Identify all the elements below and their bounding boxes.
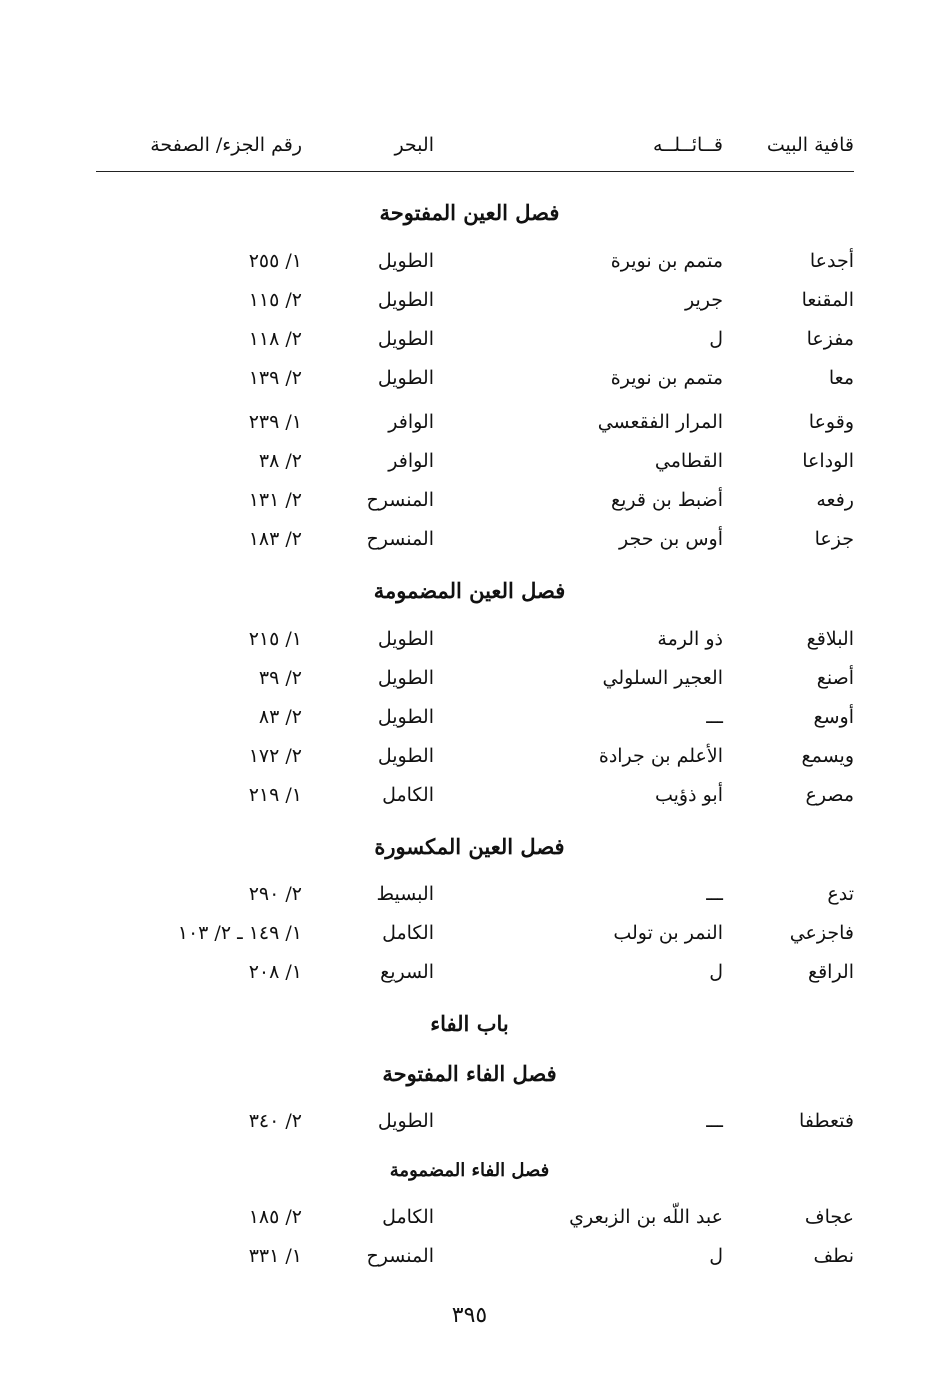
rhyme-cell: فتعطفا <box>799 1110 854 1132</box>
meter-cell: الكامل <box>382 1206 434 1228</box>
table-row <box>0 745 939 777</box>
poet-cell: القطامي <box>654 450 723 472</box>
rhyme-cell: معا <box>828 367 854 389</box>
poet-cell: متمم بن نويرة <box>610 250 723 272</box>
ref-cell: ٢/ ٣٩ <box>258 667 302 689</box>
page-number: ٣٩٥ <box>451 1303 488 1328</box>
ref-cell: ١/ ١٤٩ ـ ٢/ ١٠٣ <box>177 922 302 944</box>
rhyme-cell: أجدعا <box>809 250 854 272</box>
header-meter: البحر <box>394 134 434 156</box>
meter-cell: الوافر <box>388 411 434 433</box>
table-row <box>0 411 939 443</box>
table-row <box>0 667 939 699</box>
table-row <box>0 883 939 915</box>
ref-cell: ١/ ٢٥٥ <box>248 250 302 272</box>
meter-cell: الطويل <box>377 745 434 767</box>
section-title: فصل العين المكسورة <box>374 834 565 859</box>
rhyme-cell: مصرع <box>805 784 854 806</box>
rhyme-cell: مفزعا <box>806 328 854 350</box>
rhyme-cell: فاجزعي <box>789 922 854 944</box>
poet-cell: أبو ذؤيب <box>654 784 723 806</box>
table-row <box>0 1206 939 1238</box>
ref-cell: ٢/ ٢٩٠ <box>248 883 302 905</box>
meter-cell: البسيط <box>376 883 434 905</box>
poet-cell: ل <box>709 961 723 983</box>
header-rhyme: قافية البيت <box>766 134 854 156</box>
ref-cell: ٢/ ١١٥ <box>248 289 302 311</box>
ref-cell: ٢/ ٣٤٠ <box>248 1110 302 1132</box>
rhyme-cell: وقوعا <box>808 411 854 433</box>
section-title: فصل الفاء المفتوحة <box>382 1061 557 1086</box>
rhyme-cell: نطف <box>813 1245 854 1267</box>
table-row <box>0 784 939 816</box>
poet-cell: جرير <box>685 289 723 311</box>
ref-cell: ٢/ ٣٨ <box>258 450 302 472</box>
table-row <box>0 1245 939 1277</box>
table-row <box>0 328 939 360</box>
meter-cell: السريع <box>380 961 434 983</box>
poet-cell: أضبط بن قريع <box>611 489 723 511</box>
meter-cell: الطويل <box>377 706 434 728</box>
rhyme-cell: رفعه <box>816 489 854 511</box>
meter-cell: الطويل <box>377 289 434 311</box>
meter-cell: الطويل <box>377 628 434 650</box>
table-row <box>0 628 939 660</box>
section-title: فصل العين المضمومة <box>373 578 566 603</box>
table-row <box>0 706 939 738</box>
poet-cell: ـــ <box>706 706 723 728</box>
chapter-title: باب الفاء <box>430 1011 509 1036</box>
meter-cell: الوافر <box>388 450 434 472</box>
rhyme-cell: جزعا <box>814 528 854 550</box>
table-row <box>0 367 939 399</box>
meter-cell: المنسرح <box>366 489 434 511</box>
ref-cell: ١/ ٢٠٨ <box>248 961 302 983</box>
ref-cell: ١/ ٢١٥ <box>248 628 302 650</box>
ref-cell: ٢/ ١٧٢ <box>248 745 302 767</box>
table-row <box>0 1110 939 1142</box>
poet-cell: ذو الرمة <box>657 628 723 650</box>
table-row <box>0 489 939 521</box>
table-row <box>0 450 939 482</box>
poet-cell: ل <box>709 328 723 350</box>
table-row <box>0 528 939 560</box>
ref-cell: ١/ ٢١٩ <box>248 784 302 806</box>
rhyme-cell: تدع <box>827 883 854 905</box>
rhyme-cell: البلاقع <box>806 628 854 650</box>
rhyme-cell: أصنع <box>816 667 854 689</box>
poet-cell: عبد اللّه بن الزبعري <box>569 1206 723 1228</box>
table-row <box>0 922 939 954</box>
table-row <box>0 961 939 993</box>
table-row <box>0 289 939 321</box>
ref-cell: ٢/ ٨٣ <box>258 706 302 728</box>
ref-cell: ٢/ ١٨٥ <box>248 1206 302 1228</box>
meter-cell: الطويل <box>377 250 434 272</box>
poet-cell: متمم بن نويرة <box>610 367 723 389</box>
rhyme-cell: الراقع <box>807 961 854 983</box>
ref-cell: ٢/ ١٣٩ <box>248 367 302 389</box>
rhyme-cell: ويسمع <box>801 745 854 767</box>
table-row <box>0 250 939 282</box>
ref-cell: ٢/ ١٣١ <box>248 489 302 511</box>
poet-cell: ـــ <box>706 1110 723 1132</box>
meter-cell: الطويل <box>377 328 434 350</box>
ref-cell: ١/ ٣٣١ <box>248 1245 302 1267</box>
rhyme-cell: أوسع <box>813 706 854 728</box>
ref-cell: ٢/ ١٨٣ <box>248 528 302 550</box>
poet-cell: ـــ <box>706 883 723 905</box>
poet-cell: المرار الفقعسي <box>597 411 723 433</box>
poet-cell: ل <box>709 1245 723 1267</box>
rhyme-cell: الوداعا <box>802 450 854 472</box>
rhyme-cell: المقنعا <box>801 289 854 311</box>
section-title: فصل الفاء المضمومة <box>389 1160 550 1181</box>
poet-cell: الأعلم بن جرادة <box>598 745 723 767</box>
meter-cell: الكامل <box>382 784 434 806</box>
meter-cell: الطويل <box>377 667 434 689</box>
meter-cell: المنسرح <box>366 528 434 550</box>
ref-cell: ٢/ ١١٨ <box>248 328 302 350</box>
section-title: فصل العين المفتوحة <box>379 200 560 225</box>
ref-cell: ١/ ٢٣٩ <box>248 411 302 433</box>
meter-cell: المنسرح <box>366 1245 434 1267</box>
poet-cell: أوس بن حجر <box>619 528 723 550</box>
header-ref: رقم الجزء/ الصفحة <box>150 134 302 156</box>
header-divider <box>96 171 854 172</box>
meter-cell: الكامل <box>382 922 434 944</box>
rhyme-cell: عجاف <box>804 1206 854 1228</box>
poet-cell: العجير السلولي <box>602 667 723 689</box>
poet-cell: النمر بن تولب <box>613 922 723 944</box>
header-poet: قــائــلــه <box>652 134 723 156</box>
meter-cell: الطويل <box>377 367 434 389</box>
meter-cell: الطويل <box>377 1110 434 1132</box>
